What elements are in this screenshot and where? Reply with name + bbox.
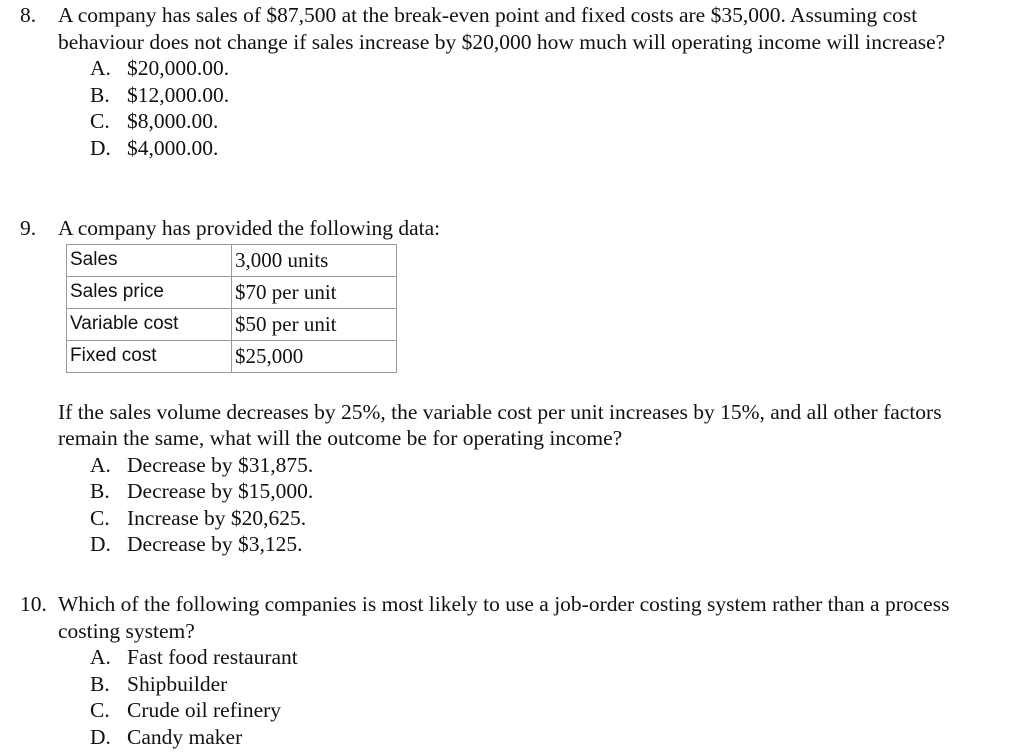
answer-option-c bbox=[90, 697, 980, 724]
table-cell-label: Variable cost bbox=[67, 308, 232, 340]
answer-option-d bbox=[90, 135, 980, 162]
question-8 bbox=[20, 2, 980, 161]
option-letter: C. bbox=[90, 505, 110, 530]
data-table bbox=[66, 244, 397, 373]
answer-option-d bbox=[90, 531, 980, 558]
option-letter: A. bbox=[90, 56, 111, 80]
table-cell-label: Fixed cost bbox=[67, 340, 232, 372]
option-text: Decrease by $31,875. bbox=[127, 452, 314, 477]
answer-option-d bbox=[90, 724, 980, 751]
answer-option-b bbox=[90, 671, 980, 698]
question-followup-text: If the sales volume decreases by 25%, the variable cost per unit increases by 15%, and all other factors remain the same, what will the outcome be for operating income? bbox=[58, 399, 942, 450]
answer-options bbox=[90, 452, 980, 558]
answer-option-b bbox=[90, 478, 980, 505]
option-letter: B. bbox=[90, 671, 110, 696]
option-text: $20,000.00. bbox=[127, 56, 230, 80]
question-text: A company has provided the following data: bbox=[58, 216, 441, 240]
option-text: Increase by $20,625. bbox=[127, 505, 307, 530]
option-letter: A. bbox=[90, 452, 111, 477]
table-cell-label: Sales price bbox=[67, 276, 232, 308]
question-number: 8. bbox=[20, 3, 37, 27]
answer-option-b bbox=[90, 82, 980, 109]
option-letter: D. bbox=[90, 532, 111, 556]
question-number: 9. bbox=[20, 216, 37, 240]
option-letter: D. bbox=[90, 724, 111, 749]
option-text: $8,000.00. bbox=[127, 109, 219, 133]
table-cell-value: $25,000 bbox=[232, 340, 397, 372]
option-text: Decrease by $15,000. bbox=[127, 479, 314, 503]
answer-options bbox=[90, 644, 980, 750]
option-text: Decrease by $3,125. bbox=[127, 532, 303, 556]
question-9 bbox=[20, 215, 980, 558]
option-text: Crude oil refinery bbox=[127, 698, 282, 722]
table-row bbox=[67, 276, 397, 308]
answer-option-c bbox=[90, 108, 980, 135]
answer-options bbox=[90, 55, 980, 161]
question-number: 10. bbox=[20, 592, 47, 616]
option-letter: B. bbox=[90, 82, 110, 107]
option-text: Shipbuilder bbox=[127, 671, 228, 696]
question-text: A company has sales of $87,500 at the break-even point and fixed costs are $35,000. Assuming cost behaviour does not change if sales increase by $20,000 how much will operating income will increase? bbox=[58, 3, 946, 54]
option-text: Fast food restaurant bbox=[127, 645, 298, 669]
option-letter: C. bbox=[90, 698, 110, 722]
question-10 bbox=[20, 591, 980, 750]
option-letter: C. bbox=[90, 109, 110, 133]
table-row bbox=[67, 340, 397, 372]
option-letter: D. bbox=[90, 135, 111, 160]
table-row bbox=[67, 308, 397, 340]
option-text: $12,000.00. bbox=[127, 82, 230, 107]
answer-option-c bbox=[90, 505, 980, 532]
option-letter: A. bbox=[90, 645, 111, 669]
option-text: $4,000.00. bbox=[127, 135, 219, 160]
option-letter: B. bbox=[90, 479, 110, 503]
table-cell-value: 3,000 units bbox=[232, 244, 397, 276]
table-row bbox=[67, 244, 397, 276]
answer-option-a bbox=[90, 55, 980, 82]
answer-option-a bbox=[90, 452, 980, 479]
table-cell-label: Sales bbox=[67, 244, 232, 276]
option-text: Candy maker bbox=[127, 724, 243, 749]
table-cell-value: $50 per unit bbox=[232, 308, 397, 340]
table-cell-value: $70 per unit bbox=[232, 276, 397, 308]
answer-option-a bbox=[90, 644, 980, 671]
question-text: Which of the following companies is most likely to use a job-order costing system rather than a process costing system? bbox=[58, 592, 950, 643]
